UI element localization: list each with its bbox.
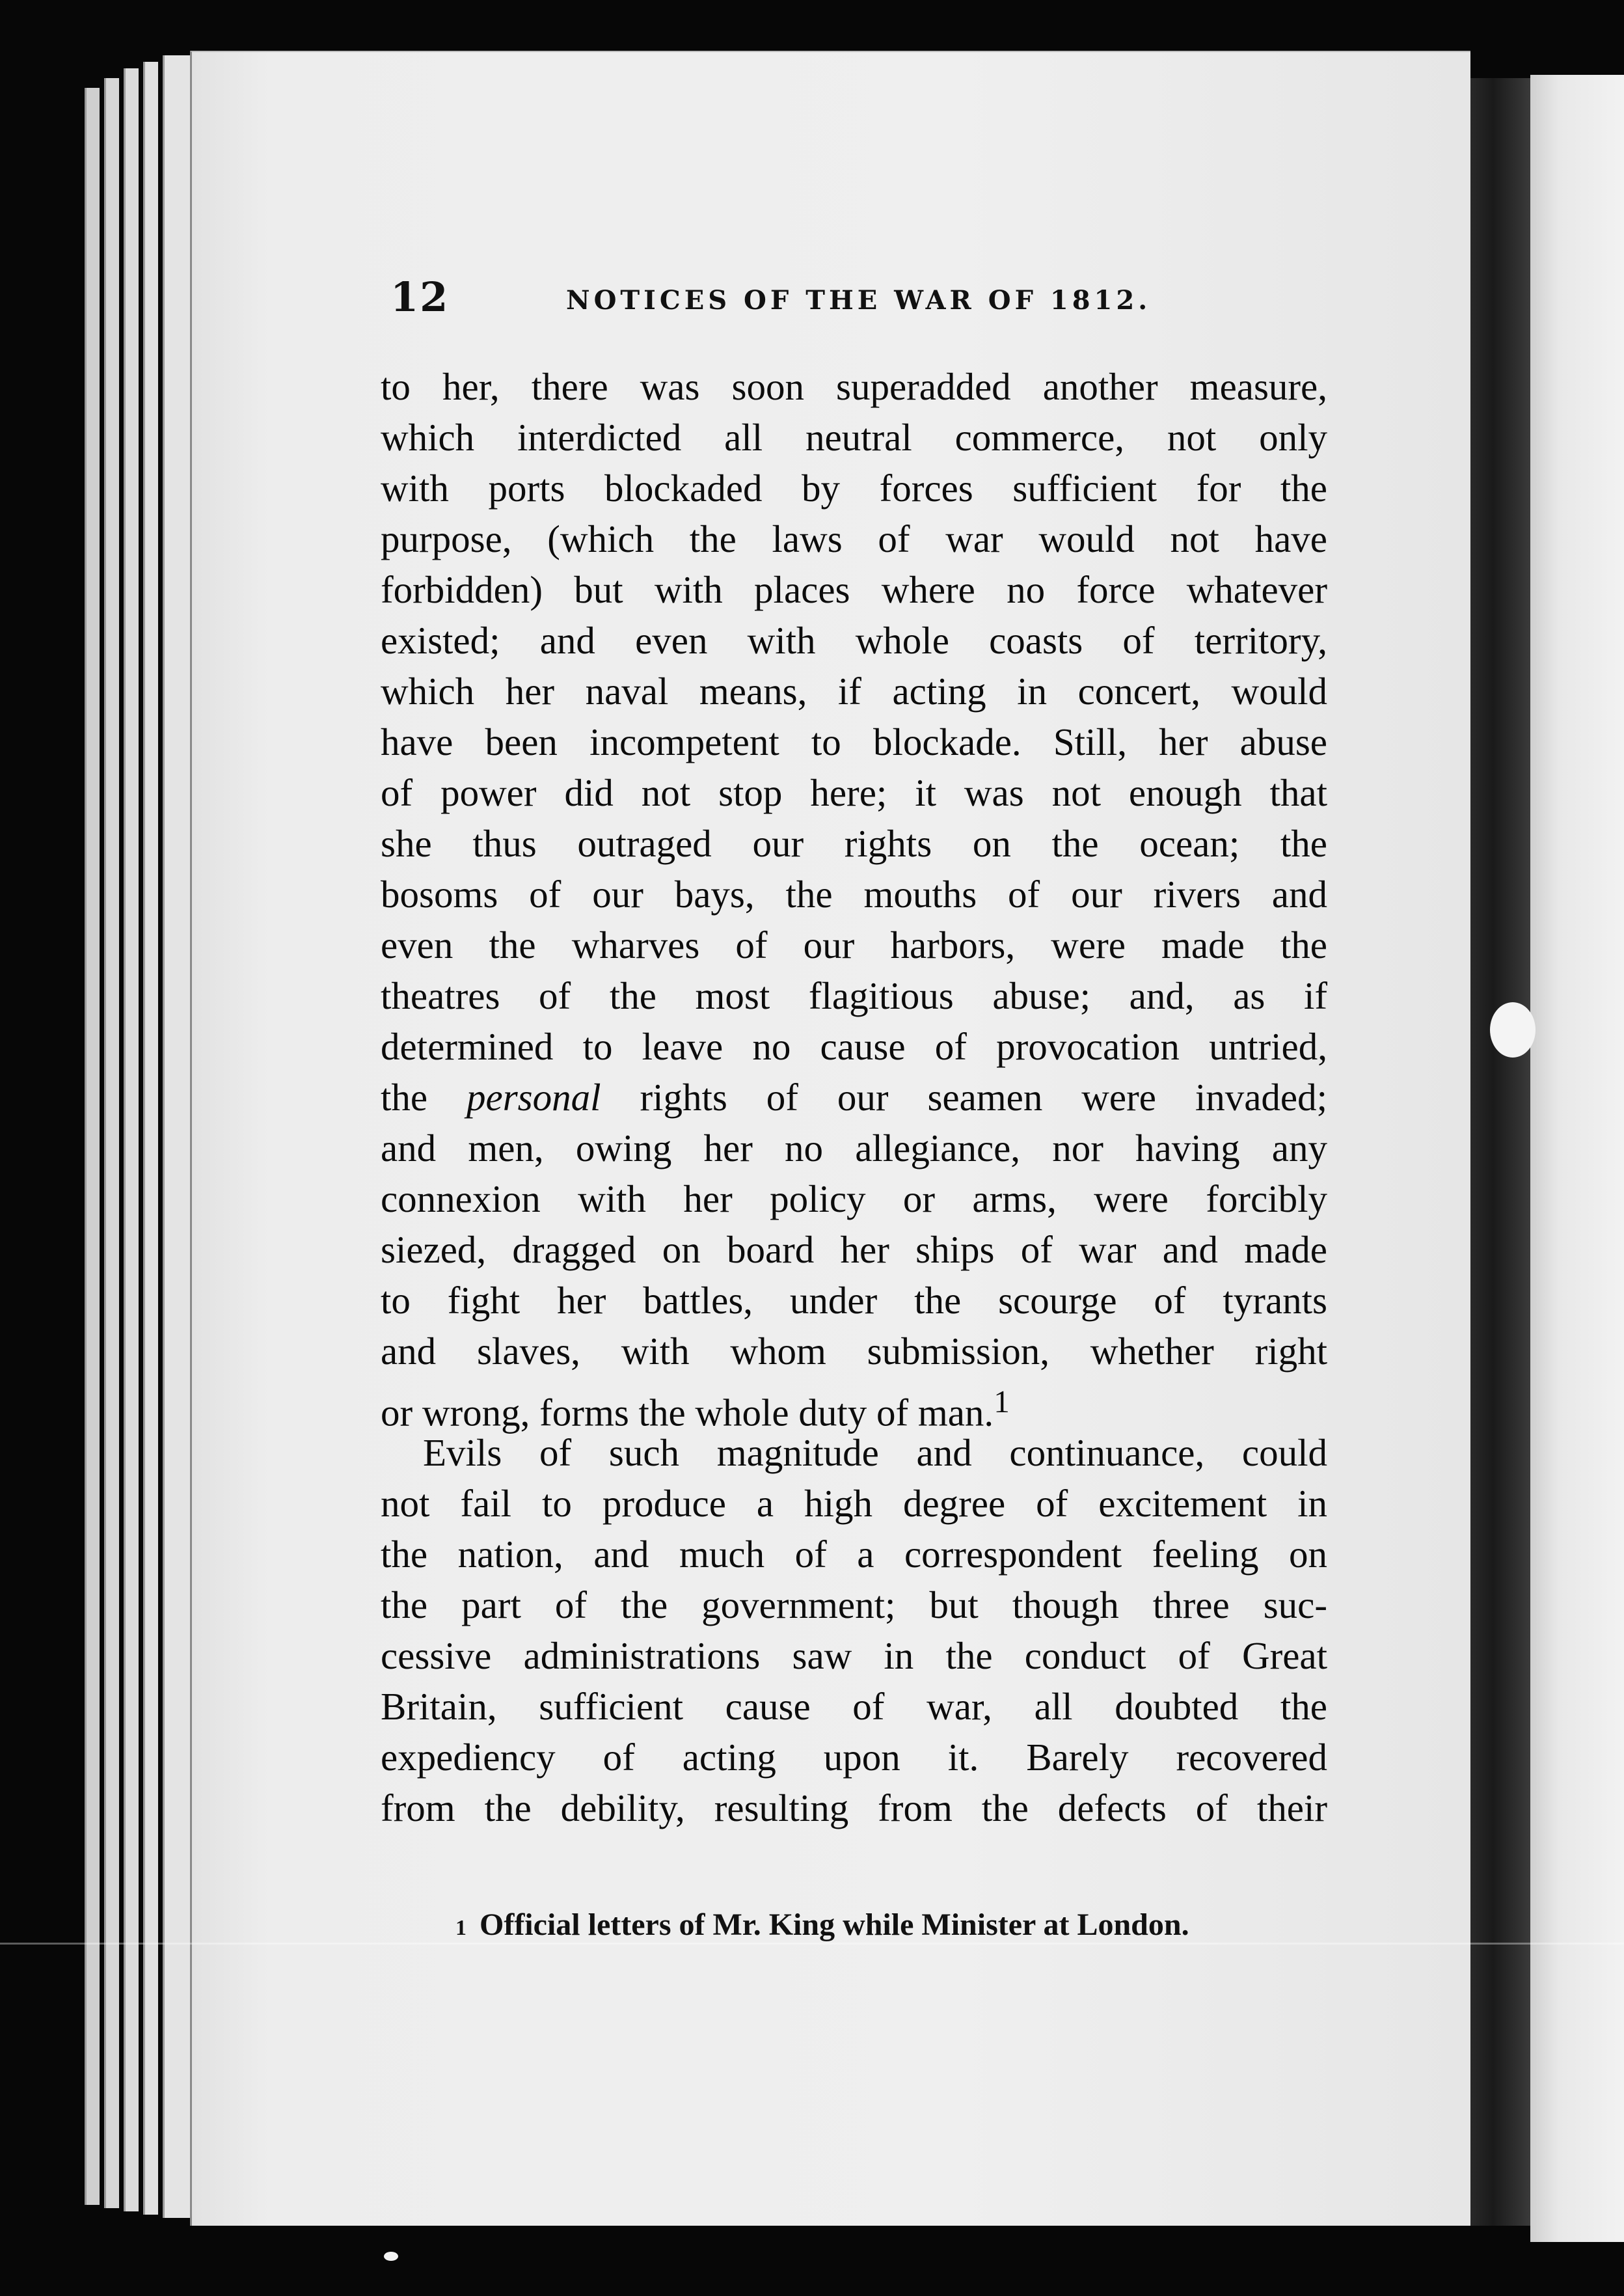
body-text [381,361,1327,1833]
text-line: siezed, dragged on board her ships of war and made [381,1228,1327,1271]
running-head [390,273,1249,332]
text-line: the nation, and much of a correspondent feeling on [381,1533,1327,1576]
text-line: which her naval means, if acting in concert, would [381,670,1327,713]
text-line: Britain, sufficient cause of war, all doubted the [381,1685,1327,1728]
text-segment: or wrong, forms the whole duty of man. [381,1391,994,1434]
text-line: forbidden) but with places where no force whatever [381,568,1327,611]
text-segment: rights of our seamen were invaded; [640,1076,1328,1119]
footnote-reference: 1 [994,1384,1010,1419]
text-line: determined to leave no cause of provocation untried, [381,1025,1327,1068]
scan-artifact-line [0,1943,1624,1945]
facing-page-edge [1530,75,1624,2242]
text-line: and slaves, with whom submission, whether right [381,1330,1327,1373]
text-line: connexion with her policy or arms, were forcibly [381,1177,1327,1220]
text-line: from the debility, resulting from the defects of their [381,1786,1327,1829]
running-title: NOTICES OF THE WAR OF 1812. [566,285,1152,316]
text-line: not fail to produce a high degree of excitement in [381,1482,1327,1525]
text-line: theatres of the most flagitious abuse; and, as if [381,974,1327,1017]
text-line: and men, owing her no allegiance, nor having any [381,1127,1327,1169]
page-edge [143,62,158,2215]
text-line: to fight her battles, under the scourge of tyrants [381,1279,1327,1322]
text-line: she thus outraged our rights on the ocean; the [381,822,1327,865]
text-line: to her, there was soon superadded another measure, [381,365,1327,408]
book-binding [1468,78,1530,2226]
page-edge [85,88,100,2205]
text-line-with-italic [381,1072,1327,1123]
text-line-paragraph-start: Evils of such magnitude and continuance, could [423,1431,1327,1474]
text-line: even the wharves of our harbors, were made the [381,923,1327,966]
footnote-marker: 1 [455,1916,467,1940]
scan-speck [1490,1002,1536,1058]
text-line: bosoms of our bays, the mouths of our rivers and [381,873,1327,916]
text-line: which interdicted all neutral commerce, not only [381,416,1327,459]
footnote-text: Official letters of Mr. King while Minister at London. [480,1907,1189,1942]
footnote [455,1907,1301,1943]
text-line: of power did not stop here; it was not enough that [381,771,1327,814]
text-line: expediency of acting upon it. Barely recovered [381,1736,1327,1779]
text-line: cessive administrations saw in the conduct of Great [381,1634,1327,1677]
scan-speck [384,2252,398,2261]
text-line: existed; and even with whole coasts of territory, [381,619,1327,662]
text-line: purpose, (which the laws of war would not have [381,517,1327,560]
text-line-paragraph-end [381,1376,1327,1434]
text-segment: the [381,1076,428,1119]
italic-word: personal [467,1076,601,1119]
text-line: the part of the government; but though three suc- [381,1583,1327,1626]
text-line: have been incompetent to blockade. Still, her abuse [381,720,1327,763]
page-number: 12 [390,273,450,321]
page-edge [104,78,119,2208]
text-line: with ports blockaded by forces sufficient for the [381,467,1327,510]
page-edge [124,68,139,2211]
